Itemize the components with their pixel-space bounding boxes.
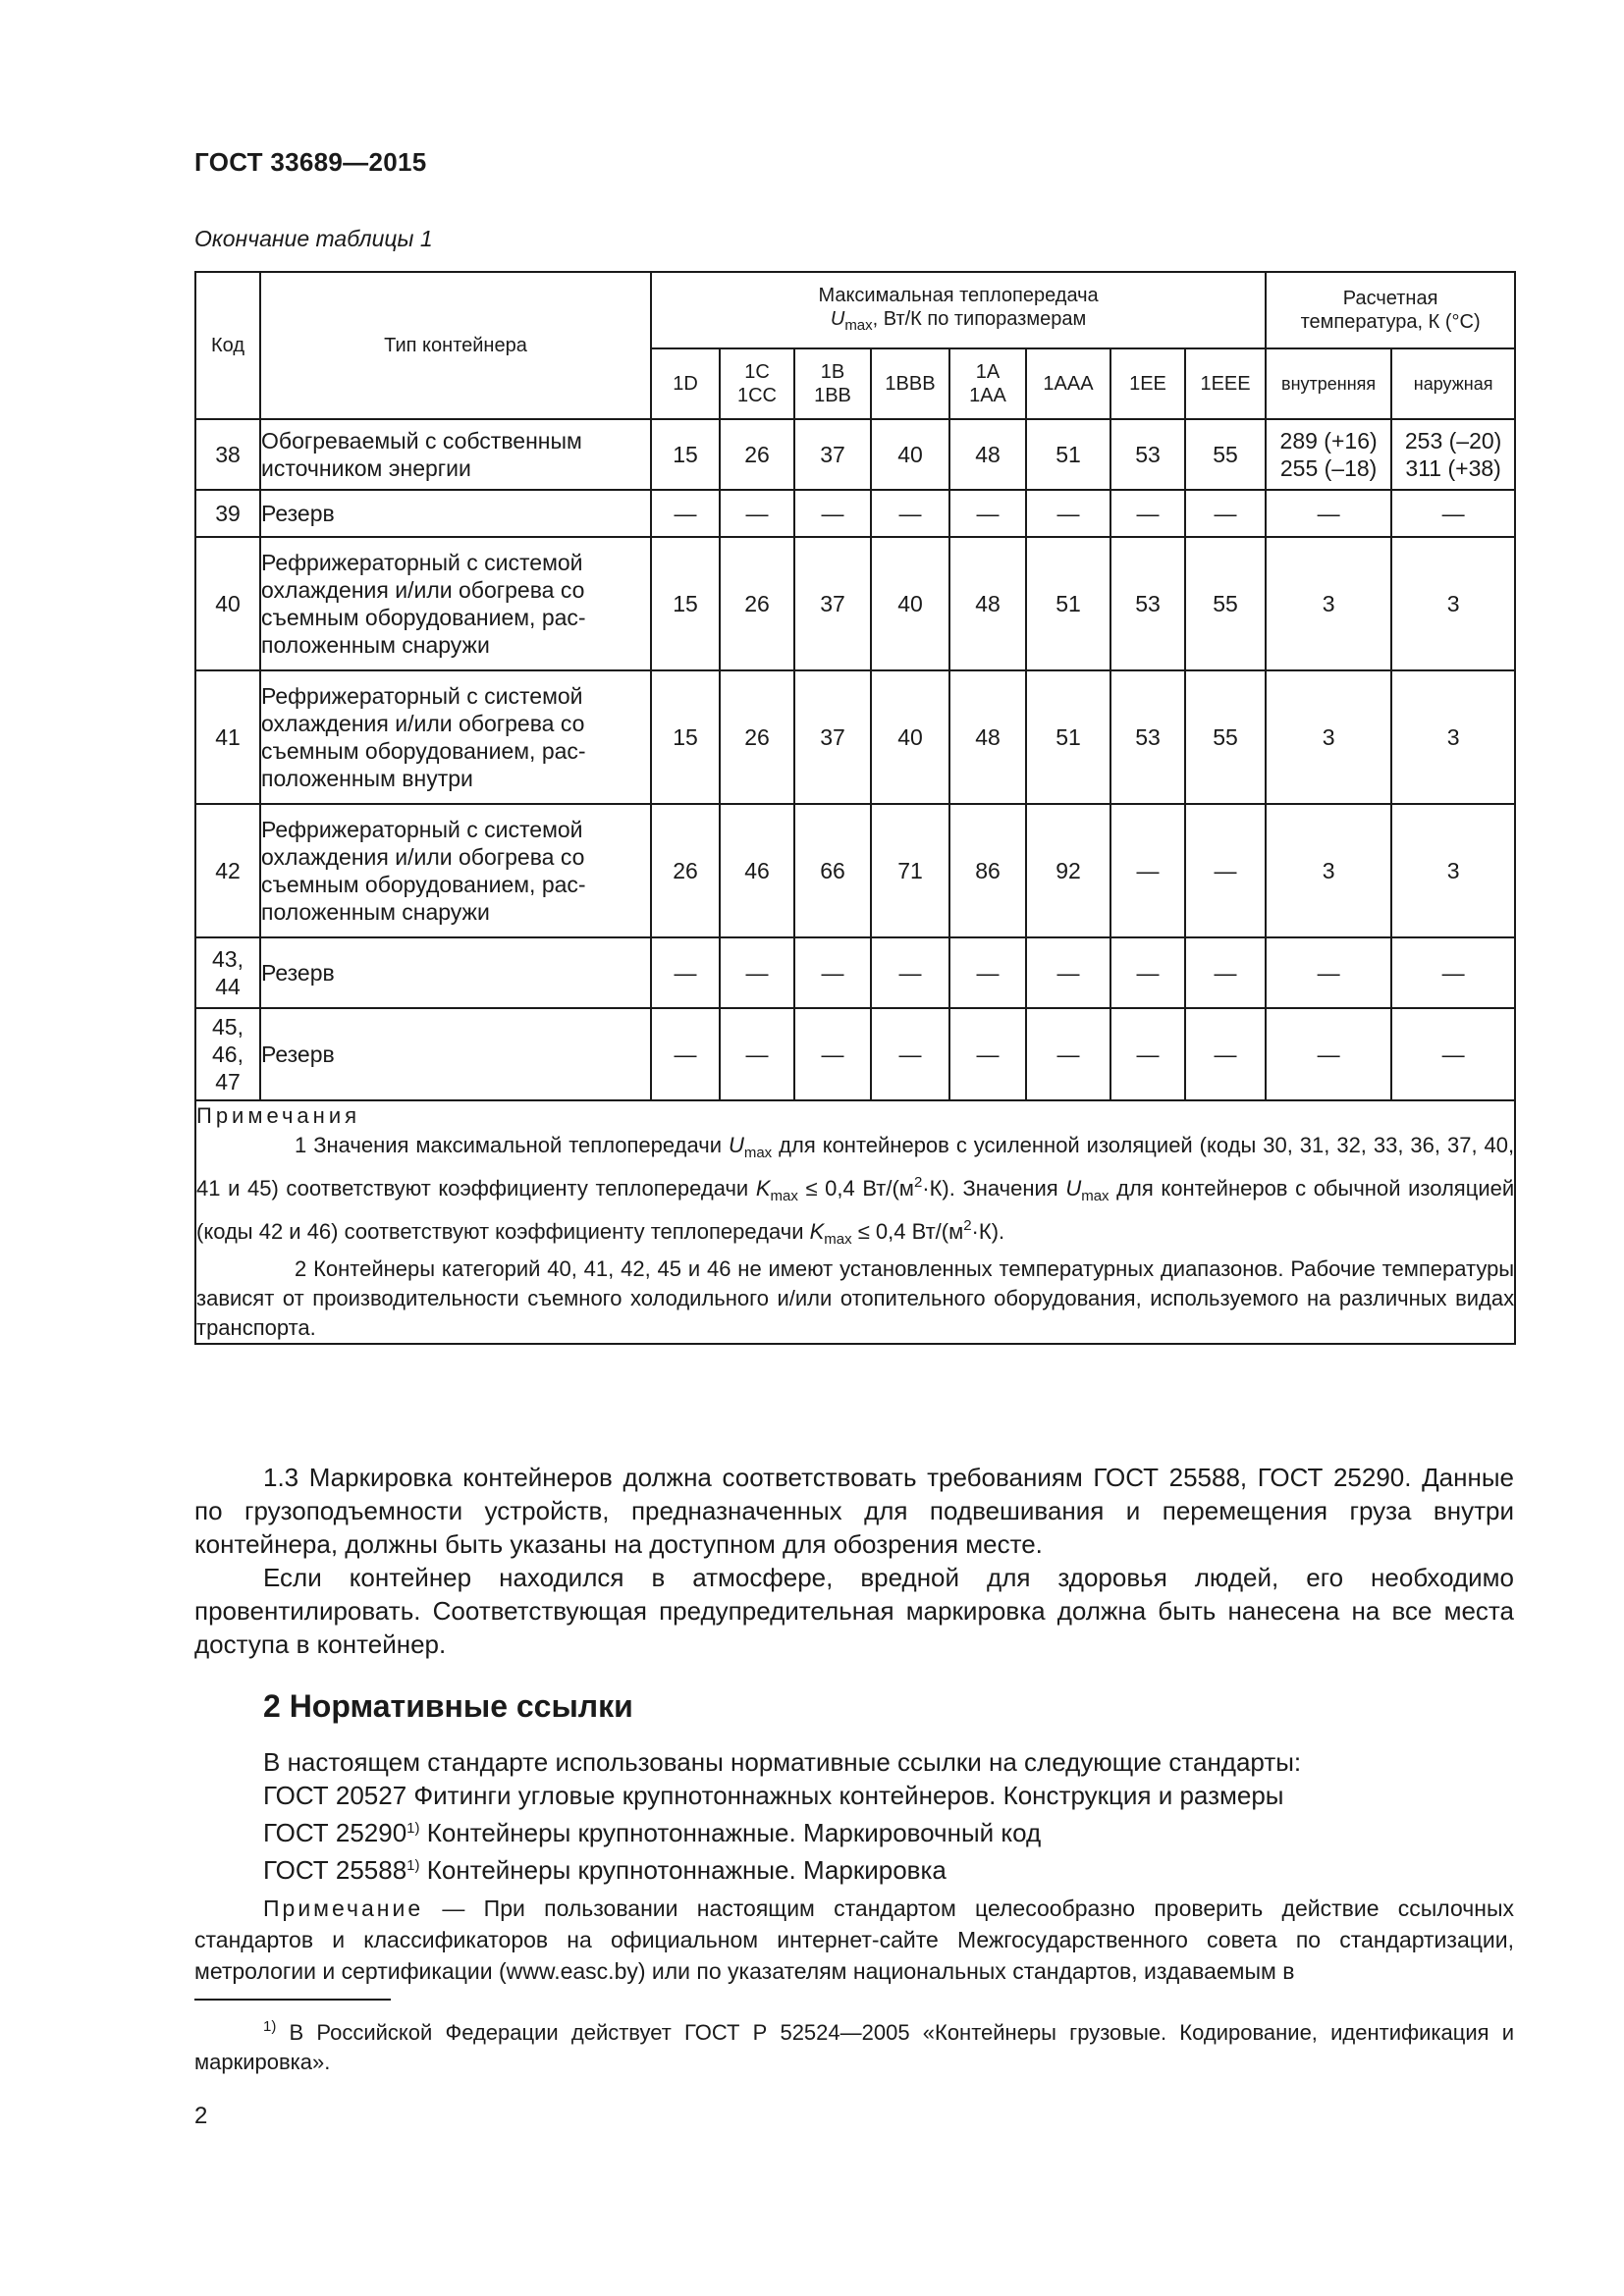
cell-temp-inner xyxy=(1266,937,1391,1008)
cell-type xyxy=(260,1008,651,1100)
cell-value: 46 xyxy=(720,804,794,937)
size-header xyxy=(1185,348,1266,419)
notes-title: Примечания xyxy=(196,1103,361,1128)
temp-line: — xyxy=(1317,501,1340,526)
cell-value: 26 xyxy=(720,670,794,804)
cell-value: 71 xyxy=(871,804,949,937)
references-note: Примечание — При пользовании настоящим стандартом целесообразно проверить действие ссылочных стандартов и классификаторов на официальном интернет-сайте Межгосударственного совета по стандартизации, метрологии и сертификации (www.easc.by) или по указателям национальных стандартов, издаваемым в xyxy=(194,1896,1514,1984)
cell-value: — xyxy=(1185,1008,1266,1100)
cell-value: 40 xyxy=(871,670,949,804)
cell-value: 48 xyxy=(949,537,1026,670)
temp-line: 3 xyxy=(1446,858,1460,883)
document-id: ГОСТ 33689—2015 xyxy=(194,147,427,177)
temp-line: — xyxy=(1441,960,1465,986)
cell-value: — xyxy=(1110,804,1185,937)
type-line: охлаждения и/или обогрева со xyxy=(261,577,585,603)
size-label: 1CC xyxy=(736,385,777,406)
size-label: 1B xyxy=(820,361,845,383)
container-table xyxy=(194,271,1516,1345)
temp-line: — xyxy=(1317,960,1340,986)
cell-code xyxy=(195,490,260,537)
cell-value: — xyxy=(871,1008,949,1100)
size-header xyxy=(651,348,720,419)
cell-value: 92 xyxy=(1026,804,1110,937)
cell-value: — xyxy=(720,490,794,537)
cell-value: — xyxy=(794,1008,871,1100)
header-heat-line1: Максимальная теплопередача xyxy=(818,284,1099,306)
type-line: положенным снаружи xyxy=(261,899,490,925)
cell-value: 55 xyxy=(1185,670,1266,804)
cell-temp-inner xyxy=(1266,670,1391,804)
cell-temp-outer xyxy=(1391,1008,1515,1100)
cell-value: 51 xyxy=(1026,419,1110,490)
type-line: охлаждения и/или обогрева со xyxy=(261,711,585,736)
header-heat-transfer xyxy=(651,272,1266,348)
header-code: Код xyxy=(195,272,260,419)
cell-value: — xyxy=(871,490,949,537)
cell-value: — xyxy=(1110,1008,1185,1100)
temp-header: внутренняя xyxy=(1266,348,1391,419)
cell-value: — xyxy=(1026,1008,1110,1100)
type-line: Рефрижераторный с системой xyxy=(261,550,583,575)
temp-line: — xyxy=(1441,501,1465,526)
note-1: 1 Значения максимальной теплопередачи $U_{max}$ для контейнеров с усиленной изоляцией (коды 30, 31, 32, 33, 36, 37, 40, 41 и 45) соответствуют коэффициенту теплопередачи $K_{max} \le 0,4$ $Вт/(м^2\cdot К)$. Значения $U_{max}$ для контейнеров с обычной изоляцией (коды 42 и 46) соответствуют коэффициенту теплопередачи $K_{max} \le 0,4$ $Вт/(м^2\cdot К)$. xyxy=(196,1133,1515,1248)
cell-value: 48 xyxy=(949,670,1026,804)
cell-value: 26 xyxy=(720,419,794,490)
reference-item: ГОСТ 25290$^{1)}$ Контейнеры крупнотоннажные. Маркировочный код xyxy=(263,1818,1042,1847)
cell-temp-inner xyxy=(1266,804,1391,937)
size-header xyxy=(949,348,1026,419)
cell-value: — xyxy=(1026,490,1110,537)
size-label: 1BBB xyxy=(885,373,936,395)
code-line: 47 xyxy=(215,1069,241,1095)
cell-value: 37 xyxy=(794,670,871,804)
cell-temp-inner xyxy=(1266,490,1391,537)
cell-value: — xyxy=(1110,937,1185,1008)
size-label: 1D xyxy=(673,373,698,395)
temp-line: 289 (+16) xyxy=(1279,428,1378,454)
cell-value: — xyxy=(1185,490,1266,537)
temp-line: — xyxy=(1317,1041,1340,1067)
cell-code xyxy=(195,537,260,670)
cell-code xyxy=(195,1008,260,1100)
cell-temp-outer xyxy=(1391,670,1515,804)
temp-line: 253 (–20) xyxy=(1404,428,1502,454)
cell-value: — xyxy=(794,937,871,1008)
notes-row xyxy=(195,1100,1515,1344)
type-line: съемным оборудованием, рас- xyxy=(261,605,586,630)
footnote: $^{1)}$ В Российской Федерации действует ГОСТ Р 52524—2005 «Контейнеры грузовые. Кодирование, идентификация и маркировка». xyxy=(194,2018,1514,2074)
table-notes xyxy=(195,1100,1515,1344)
para-ventilation: Если контейнер находился в атмосфере, вредной для здоровья людей, его необходимо провентилировать. Соответствующая предупредительная маркировка должна быть нанесена на все места доступа в контейнер. xyxy=(194,1563,1514,1659)
cell-value: — xyxy=(949,1008,1026,1100)
cell-value: — xyxy=(871,937,949,1008)
type-line: Резерв xyxy=(261,1041,335,1067)
cell-value: — xyxy=(1026,937,1110,1008)
table-row xyxy=(195,670,1515,804)
cell-type xyxy=(260,804,651,937)
type-line: Рефрижераторный с системой xyxy=(261,817,583,842)
table-row xyxy=(195,804,1515,937)
cell-temp-outer xyxy=(1391,419,1515,490)
temp-line: 3 xyxy=(1322,858,1335,883)
header-temperature: Расчетная температура, К (°С) xyxy=(1266,272,1515,348)
cell-value: 26 xyxy=(651,804,720,937)
temp-line: 3 xyxy=(1322,724,1335,750)
type-line: источником энергии xyxy=(261,455,471,481)
code-line: 45, xyxy=(212,1014,244,1040)
type-line: Обогреваемый с собственным xyxy=(261,428,582,454)
type-line: охлаждения и/или обогрева со xyxy=(261,844,585,870)
cell-value: — xyxy=(794,490,871,537)
section-title: 2 Нормативные ссылки xyxy=(263,1688,633,1724)
cell-value: 40 xyxy=(871,419,949,490)
reference-item: ГОСТ 25588$^{1)}$ Контейнеры крупнотоннажные. Маркировка xyxy=(263,1855,947,1885)
cell-value: 55 xyxy=(1185,419,1266,490)
cell-value: 53 xyxy=(1110,670,1185,804)
table-caption: Окончание таблицы 1 xyxy=(194,226,433,251)
cell-temp-inner xyxy=(1266,419,1391,490)
cell-value: — xyxy=(720,1008,794,1100)
cell-value: 37 xyxy=(794,419,871,490)
temp-header: наружная xyxy=(1391,348,1515,419)
cell-temp-outer xyxy=(1391,937,1515,1008)
page-number: 2 xyxy=(194,2103,208,2129)
size-header xyxy=(1110,348,1185,419)
table-row xyxy=(195,537,1515,670)
cell-value: — xyxy=(1110,490,1185,537)
code-line: 42 xyxy=(215,858,241,883)
para-marking: 1.3 Маркировка контейнеров должна соответствовать требованиям ГОСТ 25588, ГОСТ 25290. Данные по грузоподъемности устройств, предназначенных для подвешивания и перемещения груза внутри контейнера, должны быть указаны на доступном для обозрения месте. xyxy=(194,1463,1514,1559)
cell-value: — xyxy=(1185,804,1266,937)
type-line: положенным внутри xyxy=(261,766,473,791)
code-line: 41 xyxy=(215,724,241,750)
type-line: съемным оборудованием, рас- xyxy=(261,872,586,897)
cell-type xyxy=(260,490,651,537)
cell-type xyxy=(260,670,651,804)
size-label: 1BB xyxy=(814,385,851,406)
code-line: 44 xyxy=(215,974,241,999)
code-line: 39 xyxy=(215,501,241,526)
cell-value: — xyxy=(651,1008,720,1100)
type-line: съемным оборудованием, рас- xyxy=(261,738,586,764)
size-header xyxy=(720,348,794,419)
cell-value: 86 xyxy=(949,804,1026,937)
type-line: Резерв xyxy=(261,960,335,986)
cell-code xyxy=(195,804,260,937)
cell-temp-inner xyxy=(1266,537,1391,670)
size-header xyxy=(794,348,871,419)
cell-temp-outer xyxy=(1391,804,1515,937)
cell-value: 53 xyxy=(1110,537,1185,670)
table-row xyxy=(195,1008,1515,1100)
reference-item: ГОСТ 20527 Фитинги угловые крупнотоннажных контейнеров. Конструкция и размеры xyxy=(263,1781,1284,1810)
cell-value: 66 xyxy=(794,804,871,937)
size-label: 1A xyxy=(975,361,1001,383)
cell-value: 26 xyxy=(720,537,794,670)
temp-line: 255 (–18) xyxy=(1279,455,1378,481)
cell-temp-inner xyxy=(1266,1008,1391,1100)
size-label: 1EE xyxy=(1129,373,1166,395)
size-header xyxy=(871,348,949,419)
references-list xyxy=(263,1745,1301,1887)
cell-value: 48 xyxy=(949,419,1026,490)
cell-value: 55 xyxy=(1185,537,1266,670)
cell-code xyxy=(195,670,260,804)
cell-value: 15 xyxy=(651,419,720,490)
cell-value: — xyxy=(720,937,794,1008)
size-label: 1AA xyxy=(969,385,1006,406)
size-label: 1AAA xyxy=(1043,373,1094,395)
table-row xyxy=(195,490,1515,537)
code-line: 38 xyxy=(215,442,241,467)
footnote-divider xyxy=(194,1999,391,2001)
cell-value: 51 xyxy=(1026,670,1110,804)
size-label: 1C xyxy=(744,361,770,383)
code-line: 43, xyxy=(212,946,244,972)
type-line: Рефрижераторный с системой xyxy=(261,683,583,709)
table-row xyxy=(195,937,1515,1008)
cell-temp-outer xyxy=(1391,490,1515,537)
size-header xyxy=(1026,348,1110,419)
cell-value: — xyxy=(651,490,720,537)
cell-value: 37 xyxy=(794,537,871,670)
cell-type xyxy=(260,537,651,670)
temp-line: 3 xyxy=(1446,724,1460,750)
cell-value: 53 xyxy=(1110,419,1185,490)
table-row xyxy=(195,419,1515,490)
cell-value: 15 xyxy=(651,670,720,804)
type-line: Резерв xyxy=(261,501,335,526)
paragraph-1-3 xyxy=(194,1461,1514,1661)
cell-code xyxy=(195,937,260,1008)
cell-value: — xyxy=(949,937,1026,1008)
cell-value: 40 xyxy=(871,537,949,670)
table-body xyxy=(195,419,1515,1344)
cell-value: — xyxy=(949,490,1026,537)
temp-line: 3 xyxy=(1322,591,1335,616)
temp-line: — xyxy=(1441,1041,1465,1067)
temp-line: 311 (+38) xyxy=(1405,455,1501,481)
note-2: 2 Контейнеры категорий 40, 41, 42, 45 и 46 не имеют установленных температурных диапазонов. Рабочие температуры зависят от производительности съемного холодильного и/или отопительного оборудования, используемого на различных видах транспорта. xyxy=(196,1256,1515,1340)
cell-temp-outer xyxy=(1391,537,1515,670)
type-line: положенным снаружи xyxy=(261,632,490,658)
size-label: 1EEE xyxy=(1200,373,1251,395)
cell-value: 51 xyxy=(1026,537,1110,670)
header-type: Тип контейнера xyxy=(260,272,651,419)
cell-type xyxy=(260,937,651,1008)
code-line: 46, xyxy=(212,1041,244,1067)
temp-line: 3 xyxy=(1446,591,1460,616)
code-line: 40 xyxy=(215,591,241,616)
cell-value: — xyxy=(1185,937,1266,1008)
cell-type xyxy=(260,419,651,490)
cell-code xyxy=(195,419,260,490)
cell-value: — xyxy=(651,937,720,1008)
header-heat-line2: $U_{max}$, Вт/К по типоразмерам xyxy=(830,307,1087,334)
cell-value: 15 xyxy=(651,537,720,670)
references-intro: В настоящем стандарте использованы нормативные ссылки на следующие стандарты: xyxy=(263,1747,1302,1777)
